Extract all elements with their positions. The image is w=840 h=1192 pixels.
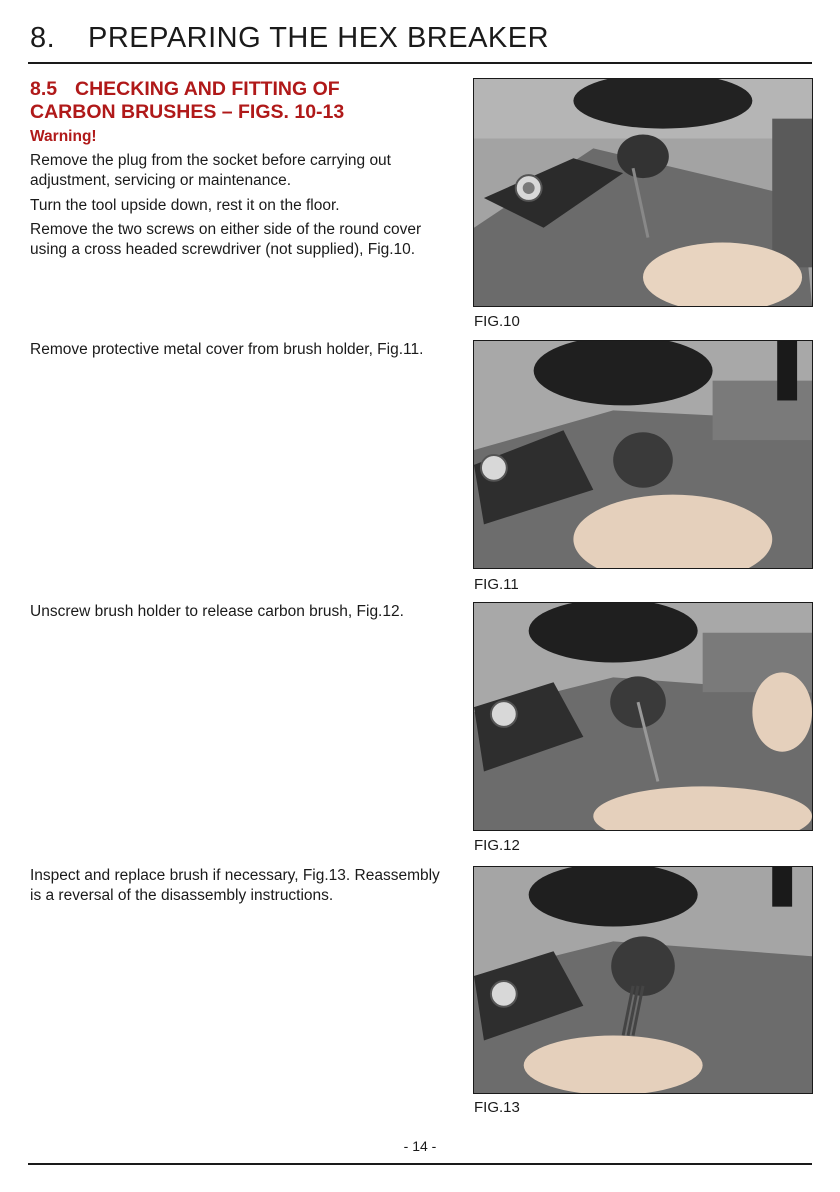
paragraph-unscrew-holder: Unscrew brush holder to release carbon brush, Fig.12. [30, 603, 404, 620]
subsection-heading [30, 78, 450, 124]
section-title [30, 22, 549, 55]
footer-divider [28, 1163, 812, 1165]
subsection-number: 8.5 [30, 78, 58, 100]
paragraph-remove-cover: Remove protective metal cover from brush holder, Fig.11. [30, 341, 424, 358]
fig13-photo [473, 866, 813, 1094]
paragraph-remove-screws: Remove the two screws on either side of the round cover using a cross headed screwdriver (not supplied), Fig.10. [30, 221, 422, 258]
fig13-caption: FIG.13 [474, 1099, 520, 1116]
fig11-photo [473, 340, 813, 569]
fig12-caption: FIG.12 [474, 837, 520, 854]
page-number: - 14 - [403, 1138, 437, 1154]
paragraph-inspect-brush: Inspect and replace brush if necessary, Fig.13. Reassembly is a reversal of the disassembly instructions. [30, 867, 440, 904]
subsection-title-line1: CHECKING AND FITTING OF [75, 78, 340, 100]
section-title-text: PREPARING THE HEX BREAKER [88, 22, 550, 54]
fig11-caption: FIG.11 [474, 576, 519, 593]
paragraph-turn-upside-down: Turn the tool upside down, rest it on the floor. [30, 197, 340, 214]
warning-label: Warning! [30, 128, 97, 145]
title-divider [28, 62, 812, 64]
subsection-title-line2: CARBON BRUSHES – FIGS. 10-13 [30, 101, 345, 123]
fig12-photo [473, 602, 813, 831]
fig10-caption: FIG.10 [474, 313, 520, 330]
fig10-photo [473, 78, 813, 307]
section-number: 8. [30, 22, 56, 54]
paragraph-unplug: Remove the plug from the socket before carrying out adjustment, servicing or maintenance. [30, 152, 391, 189]
